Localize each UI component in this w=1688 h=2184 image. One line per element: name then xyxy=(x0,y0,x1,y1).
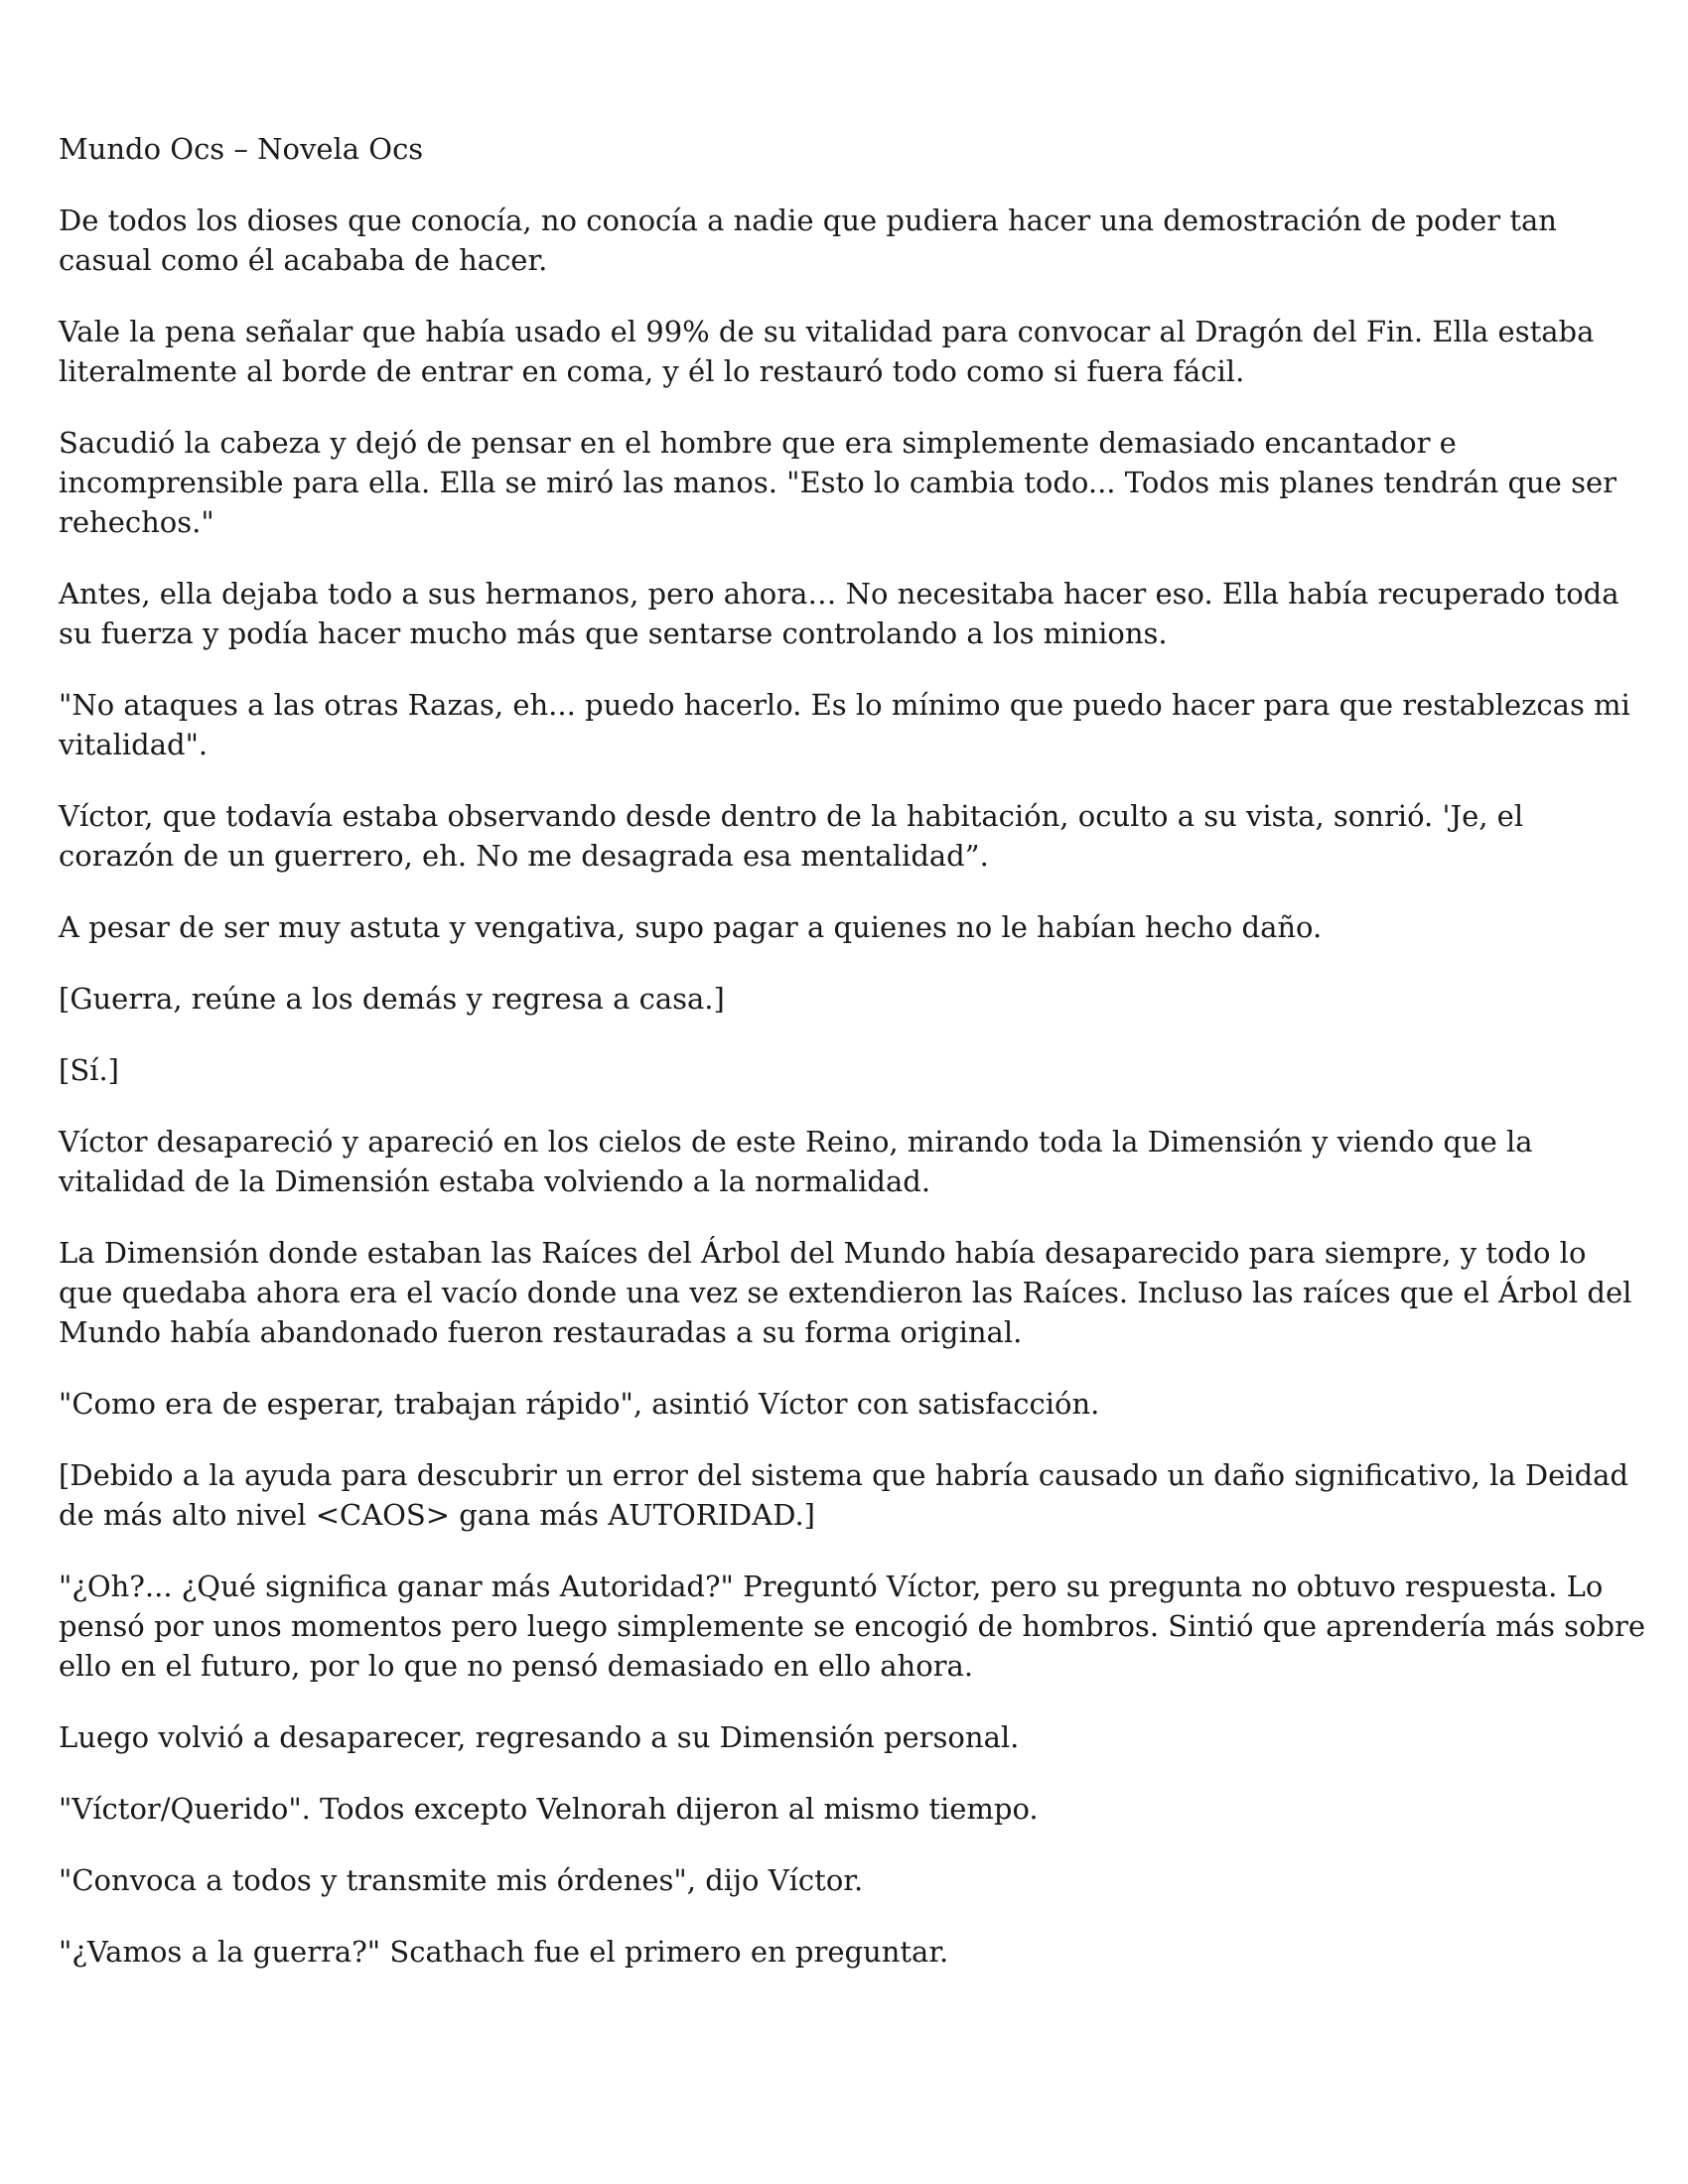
paragraph: Luego volvió a desaparecer, regresando a su Dimensión personal. xyxy=(59,1720,1020,1754)
paragraph: De todos los dioses que conocía, no conocía a nadie que pudiera hacer una demostración de poder tan casual como él acababa de hacer. xyxy=(59,204,1557,277)
paragraph: "¿Vamos a la guerra?" Scathach fue el primero en preguntar. xyxy=(59,1935,949,1969)
paragraph: Víctor desapareció y apareció en los cielos de este Reino, mirando toda la Dimensión y viendo que la vitalidad de la Dimensión estaba volviendo a la normalidad. xyxy=(59,1125,1533,1198)
paragraph: [Sí.] xyxy=(59,1053,119,1087)
document-header: Mundo Ocs – Novela Ocs xyxy=(59,132,424,166)
paragraph: "Como era de esperar, trabajan rápido", asintió Víctor con satisfacción. xyxy=(59,1387,1100,1421)
paragraph: Vale la pena señalar que había usado el 99% de su vitalidad para convocar al Dragón del Fin. Ella estaba literalmente al borde de entrar en coma, y él lo restauró todo como si fuera fácil. xyxy=(59,315,1595,388)
paragraph: Antes, ella dejaba todo a sus hermanos, pero ahora… No necesitaba hacer eso. Ella había recuperado toda su fuerza y podía hacer mucho más que sentarse controlando a los minions. xyxy=(59,577,1619,650)
paragraph: A pesar de ser muy astuta y vengativa, supo pagar a quienes no le habían hecho daño. xyxy=(59,910,1323,944)
paragraph: Víctor, que todavía estaba observando desde dentro de la habitación, oculto a su vista, sonrió. 'Je, el corazón de un guerrero, eh. No me desagrada esa mentalidad”. xyxy=(59,799,1524,873)
paragraph: Sacudió la cabeza y dejó de pensar en el hombre que era simplemente demasiado encantador e incomprensible para ella. Ella se miró las manos. "Esto lo cambia todo... Todos mis planes tendrán que ser rehechos." xyxy=(59,426,1617,539)
paragraph: "Víctor/Querido". Todos excepto Velnorah dijeron al mismo tiempo. xyxy=(59,1792,1039,1826)
paragraph: "¿Oh?... ¿Qué significa ganar más Autoridad?" Preguntó Víctor, pero su pregunta no obtuvo respuesta. Lo pensó por unos momentos pero luego simplemente se encogió de hombros. Sintió que aprendería más sobre ello en el futuro, por lo que no pensó demasiado en ello ahora. xyxy=(59,1570,1646,1683)
document-body xyxy=(59,129,1647,2003)
paragraph: "No ataques a las otras Razas, eh... puedo hacerlo. Es lo mínimo que puedo hacer para que restablezcas mi vitalidad". xyxy=(59,688,1630,761)
paragraph: "Convoca a todos y transmite mis órdenes", dijo Víctor. xyxy=(59,1863,864,1897)
paragraph: La Dimensión donde estaban las Raíces del Árbol del Mundo había desaparecido para siempre, y todo lo que quedaba ahora era el vacío donde una vez se extendieron las Raíces. Incluso las raíces que el Árbol del Mundo había abandonado fueron restauradas a su forma original. xyxy=(59,1236,1632,1349)
paragraph: [Debido a la ayuda para descubrir un error del sistema que habría causado un daño significativo, la Deidad de más alto nivel <CAOS> gana más AUTORIDAD.] xyxy=(59,1458,1628,1532)
paragraph: [Guerra, reúne a los demás y regresa a casa.] xyxy=(59,982,725,1016)
